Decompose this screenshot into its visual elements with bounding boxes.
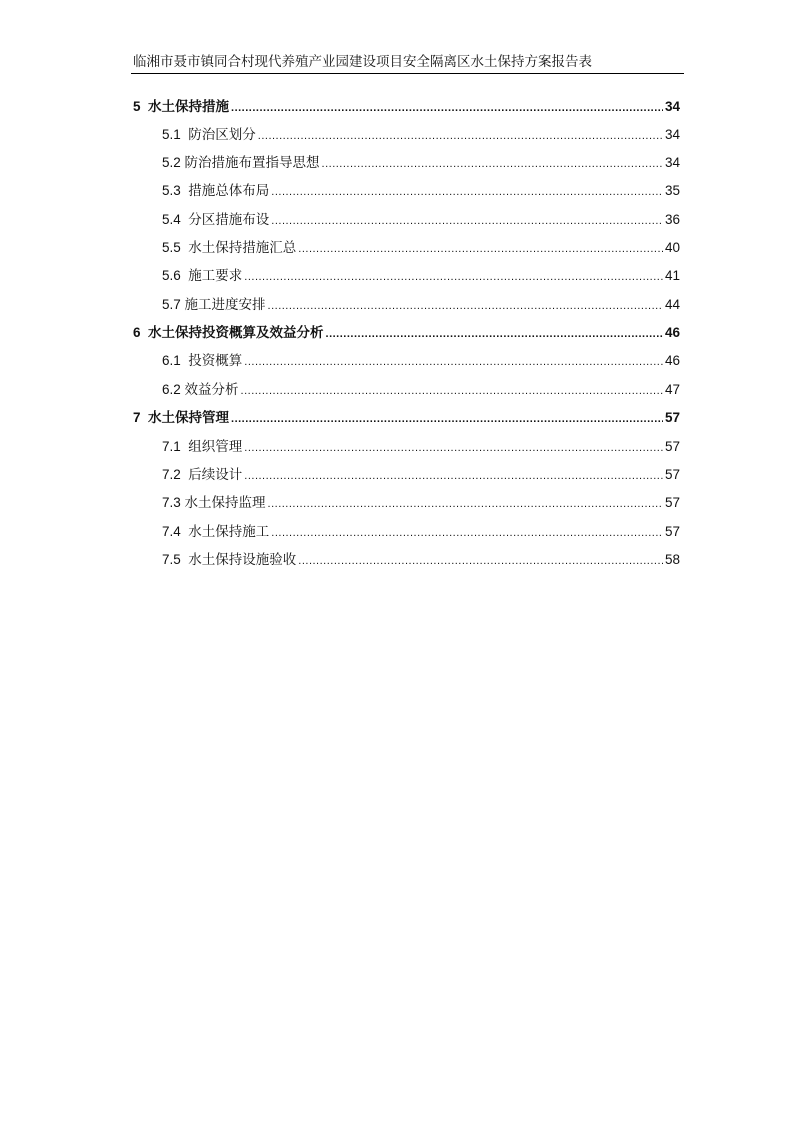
toc-title: 水土保持管理	[148, 410, 230, 426]
toc-leader-dots	[298, 551, 663, 571]
toc-title: 水土保持措施汇总	[188, 240, 297, 256]
header-divider	[131, 73, 684, 74]
toc-title: 措施总体布局	[188, 183, 270, 199]
toc-entry-5-3[interactable]	[162, 181, 680, 201]
toc-entry-7-2[interactable]	[162, 465, 680, 485]
toc-leader-dots	[244, 466, 663, 486]
toc-leader-dots	[298, 239, 663, 259]
toc-number: 7.3	[162, 495, 185, 510]
toc-page-number: 34	[664, 127, 680, 142]
toc-page-number: 44	[664, 297, 680, 312]
toc-page-number: 57	[664, 410, 680, 425]
toc-number: 5.5	[162, 240, 189, 255]
toc-title: 组织管理	[188, 439, 243, 455]
toc-title: 水土保持投资概算及效益分析	[148, 325, 324, 341]
toc-title: 防治区划分	[188, 127, 256, 143]
toc-page-number: 57	[664, 495, 680, 510]
toc-number: 5.3	[162, 183, 189, 198]
toc-entry-7-1[interactable]	[162, 437, 680, 457]
toc-number: 7.4	[162, 524, 189, 539]
toc-title: 防治措施布置指导思想	[184, 155, 320, 171]
toc-page-number: 34	[664, 99, 680, 114]
toc-leader-dots	[241, 381, 663, 401]
toc-entry-7-3[interactable]	[162, 493, 680, 513]
toc-leader-dots	[271, 182, 663, 202]
toc-leader-dots	[258, 126, 663, 146]
toc-entry-6[interactable]	[133, 323, 680, 343]
toc-title: 施工要求	[188, 268, 243, 284]
toc-entry-5-1[interactable]	[162, 125, 680, 145]
toc-entry-7[interactable]	[133, 408, 680, 428]
toc-leader-dots	[268, 296, 663, 316]
toc-number: 5	[133, 99, 149, 114]
toc-entry-5[interactable]	[133, 97, 680, 117]
toc-page-number: 46	[664, 325, 680, 340]
toc-leader-dots	[271, 523, 663, 543]
toc-title: 投资概算	[188, 353, 243, 369]
toc-number: 5.2	[162, 155, 185, 170]
toc-page-number: 46	[664, 353, 680, 368]
toc-entry-7-4[interactable]	[162, 522, 680, 542]
toc-number: 7.1	[162, 439, 189, 454]
toc-leader-dots	[231, 98, 663, 118]
toc-number: 7	[133, 410, 149, 425]
toc-title: 施工进度安排	[184, 297, 266, 313]
toc-page-number: 34	[664, 155, 680, 170]
toc-leader-dots	[244, 267, 663, 287]
toc-number: 5.7	[162, 297, 185, 312]
toc-leader-dots	[322, 154, 663, 174]
toc-number: 5.1	[162, 127, 189, 142]
toc-leader-dots	[268, 494, 663, 514]
toc-entry-6-2[interactable]	[162, 380, 680, 400]
toc-entry-6-1[interactable]	[162, 351, 680, 371]
toc-entry-5-4[interactable]	[162, 210, 680, 230]
toc-leader-dots	[244, 438, 663, 458]
toc-title: 水土保持设施验收	[188, 552, 297, 568]
toc-entry-5-2[interactable]	[162, 153, 680, 173]
page-header: 临湘市聂市镇同合村现代养殖产业园建设项目安全隔离区水土保持方案报告表	[133, 54, 592, 70]
toc-leader-dots	[271, 211, 663, 231]
toc-entry-5-6[interactable]	[162, 266, 680, 286]
toc-title: 效益分析	[184, 382, 239, 398]
toc-page-number: 41	[664, 268, 680, 283]
toc-page-number: 35	[664, 183, 680, 198]
toc-number: 7.2	[162, 467, 189, 482]
toc-entry-5-7[interactable]	[162, 295, 680, 315]
toc-leader-dots	[244, 352, 663, 372]
toc-number: 7.5	[162, 552, 189, 567]
toc-leader-dots	[231, 409, 663, 429]
toc-number: 6	[133, 325, 149, 340]
toc-page-number: 47	[664, 382, 680, 397]
toc-number: 5.4	[162, 212, 189, 227]
toc-page-number: 58	[664, 552, 680, 567]
toc-title: 水土保持施工	[188, 524, 270, 540]
toc-entry-7-5[interactable]	[162, 550, 680, 570]
toc-page-number: 36	[664, 212, 680, 227]
toc-title: 水土保持措施	[148, 99, 230, 115]
toc-number: 6.1	[162, 353, 189, 368]
toc-page-number: 57	[664, 524, 680, 539]
toc-page-number: 40	[664, 240, 680, 255]
toc-number: 5.6	[162, 268, 189, 283]
toc-title: 分区措施布设	[188, 212, 270, 228]
toc-entry-5-5[interactable]	[162, 238, 680, 258]
toc-title: 水土保持监理	[184, 495, 266, 511]
toc-leader-dots	[326, 324, 663, 344]
toc-page-number: 57	[664, 467, 680, 482]
toc-page-number: 57	[664, 439, 680, 454]
toc-title: 后续设计	[188, 467, 243, 483]
toc-number: 6.2	[162, 382, 185, 397]
